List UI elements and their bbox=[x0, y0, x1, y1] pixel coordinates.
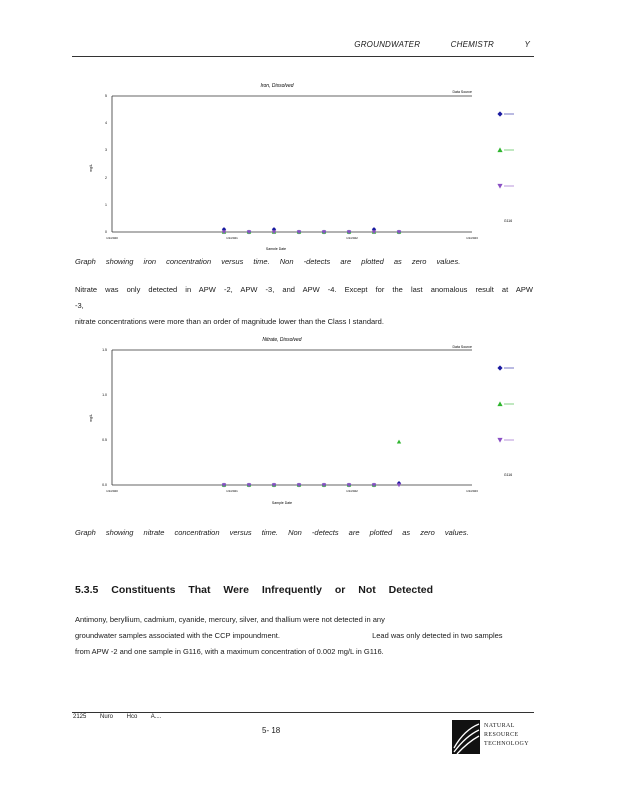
other-paragraph-line-2a: groundwater samples associated with the CCP impoundment. bbox=[75, 631, 280, 640]
nitrate-y-label: mg/L bbox=[89, 414, 93, 422]
iron-legend-marker-0 bbox=[497, 111, 502, 116]
iron-chart-svg bbox=[72, 80, 534, 250]
iron-legend bbox=[497, 111, 514, 188]
logo-text bbox=[484, 722, 529, 749]
logo-line-3: TECHNOLOGY bbox=[484, 741, 529, 747]
nitrate-caption: Graph showing nitrate concentration versus time. Non -detects are plotted as zero values. bbox=[75, 528, 469, 537]
logo-line-1: NATURAL bbox=[484, 723, 515, 729]
nitrate-y-tick-3: 1.5 bbox=[102, 348, 107, 352]
nitrate-legend-note: G116 bbox=[503, 473, 513, 477]
iron-x-tick-1: 1/1/2021 bbox=[226, 236, 238, 240]
nitrate-marks-point-1-7 bbox=[397, 440, 401, 444]
nitrate-data-marks bbox=[222, 440, 401, 488]
nitrate-y-tick-0: 0.0 bbox=[102, 483, 107, 487]
iron-y-label: mg/L bbox=[89, 164, 93, 172]
nitrate-x-tick-2: 1/1/2022 bbox=[346, 489, 358, 493]
nitrate-x-label: Sample Date bbox=[271, 501, 293, 505]
iron-x-label: Sample Date bbox=[265, 247, 287, 250]
header-word-3: Y bbox=[524, 40, 530, 49]
nitrate-legend-title: Data Source bbox=[452, 345, 472, 349]
iron-legend-marker-2 bbox=[497, 184, 502, 189]
nitrate-legend-marker-0 bbox=[497, 365, 502, 370]
other-paragraph-line-1: Antimony, beryllium, cadmium, cyanide, mercury, silver, and thallium were not detected in any bbox=[75, 615, 385, 624]
nitrate-x-tick-3: 1/1/2023 bbox=[466, 489, 478, 493]
nitrate-chart bbox=[72, 334, 534, 509]
header-word-1: GROUNDWATER bbox=[354, 40, 421, 49]
iron-legend-note: G116 bbox=[503, 219, 513, 223]
iron-y-tick-4: 4 bbox=[105, 121, 107, 125]
running-header bbox=[326, 40, 530, 49]
nitrate-x-tick-1: 1/1/2021 bbox=[226, 489, 238, 493]
iron-caption: Graph showing iron concentration versus time. Non -detects are plotted as zero values. bbox=[75, 257, 461, 266]
iron-data-marks bbox=[222, 227, 401, 234]
iron-legend-title: Data Source bbox=[452, 90, 472, 94]
other-paragraph-line-2b: Lead was only detected in two samples bbox=[372, 631, 503, 640]
logo-line-2: RESOURCE bbox=[484, 732, 519, 738]
nitrate-chart-title: Nitrate, Dissolved bbox=[262, 337, 302, 343]
iron-y-tick-0: 0 bbox=[105, 230, 107, 234]
iron-y-tick-3: 3 bbox=[105, 148, 107, 152]
company-logo bbox=[452, 718, 542, 758]
nitrate-chart-svg bbox=[72, 334, 534, 509]
iron-chart bbox=[72, 80, 534, 250]
nitrate-x-tick-0: 1/1/2020 bbox=[106, 489, 118, 493]
nitrate-legend-marker-1 bbox=[497, 401, 502, 406]
section-heading: 5.3.5 Constituents That Were Infrequently or Not Detected bbox=[75, 584, 434, 596]
nitrate-paragraph-line-2: nitrate concentrations were more than an order of magnitude lower than the Class I standard. bbox=[75, 317, 384, 326]
footer-left-text: 2125 Nuro Hco A.... bbox=[73, 714, 162, 720]
header-word-2: CHEMISTR bbox=[450, 40, 495, 49]
nitrate-legend-marker-2 bbox=[497, 438, 502, 443]
nitrate-paragraph-line-1: Nitrate was only detected in APW -2, APW -3, and APW -4. Except for the last anomalous result at APW -3, bbox=[75, 285, 533, 310]
iron-x-tick-0: 1/1/2020 bbox=[106, 236, 118, 240]
nitrate-y-tick-2: 1.0 bbox=[102, 393, 107, 397]
page-number: 5- 18 bbox=[262, 726, 281, 735]
header-rule bbox=[72, 56, 534, 57]
other-paragraph-line-2 bbox=[75, 628, 535, 644]
nitrate-paragraph bbox=[75, 282, 535, 330]
nitrate-y-tick-1: 0.5 bbox=[102, 438, 107, 442]
logo-mark-icon bbox=[452, 718, 482, 756]
iron-chart-title: Iron, Dissolved bbox=[260, 83, 294, 89]
iron-x-tick-2: 1/1/2022 bbox=[346, 236, 358, 240]
iron-y-tick-2: 2 bbox=[105, 176, 107, 180]
other-constituents-paragraph bbox=[75, 612, 535, 660]
footer-rule bbox=[72, 712, 534, 713]
nitrate-legend bbox=[497, 365, 514, 442]
iron-legend-marker-1 bbox=[497, 147, 502, 152]
iron-y-tick-1: 1 bbox=[105, 203, 107, 207]
iron-y-tick-5: 5 bbox=[105, 94, 107, 98]
other-paragraph-line-3: from APW -2 and one sample in G116, with a maximum concentration of 0.002 mg/L in G116. bbox=[75, 647, 384, 656]
iron-x-tick-3: 1/1/2023 bbox=[466, 236, 478, 240]
